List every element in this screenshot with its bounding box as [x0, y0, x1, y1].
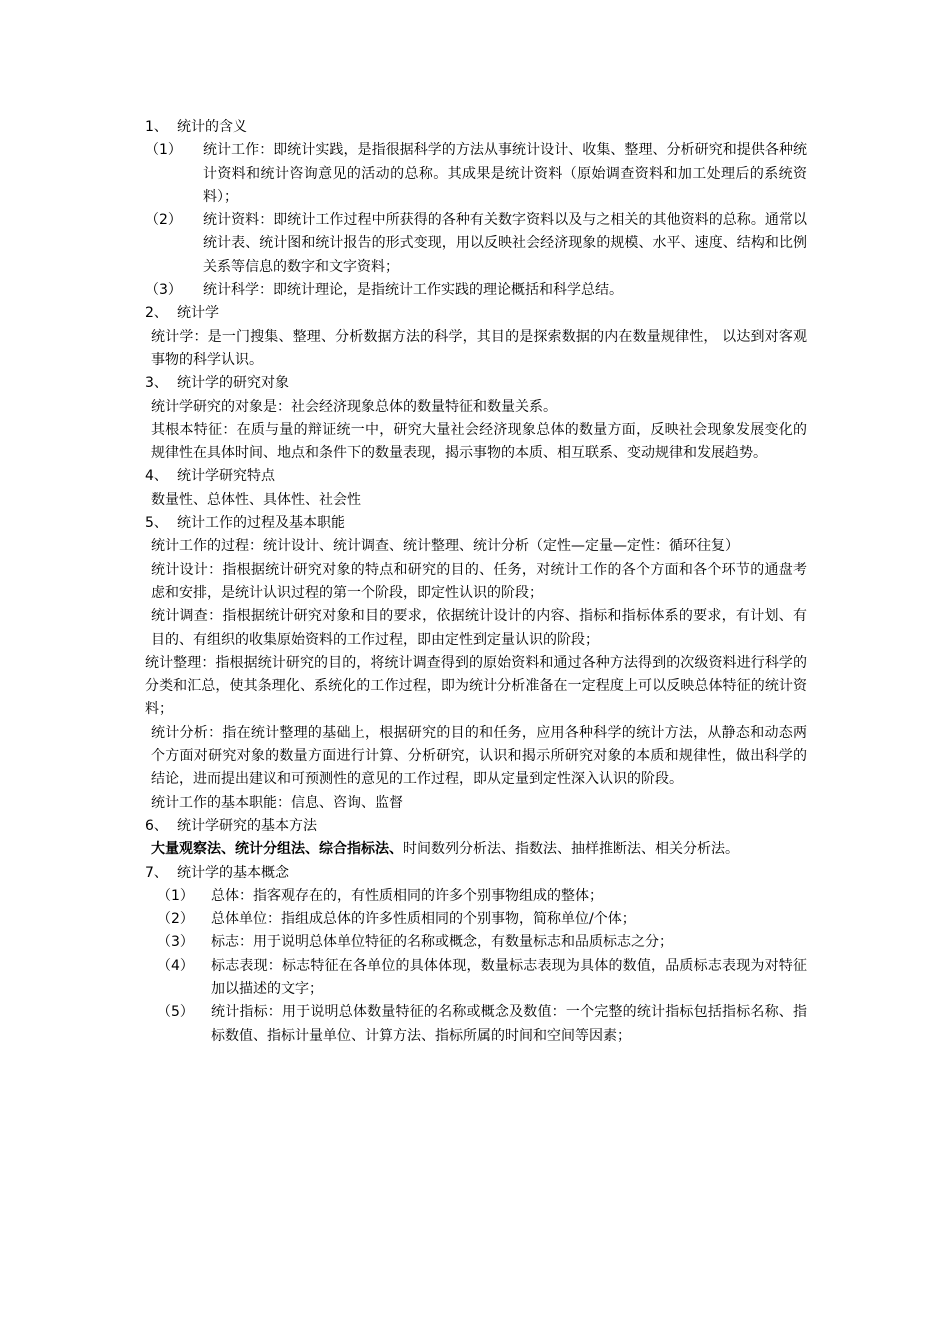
paragraph: 统计调查：指根据统计研究对象和目的要求，依据统计设计的内容、指标和指标体系的要求，有计划、有目的、有组织的收集原始资料的工作过程，即由定性到定量认识的阶段； — [151, 608, 807, 648]
section-heading-6 — [145, 815, 807, 838]
section-number: 7、 — [145, 864, 168, 881]
section-number: 2、 — [145, 305, 168, 322]
item-text: 统计资料：即统计工作过程中所获得的各种有关数字资料以及与之相关的其他资料的总称。通常以统计表、统计图和统计报告的形式变现，用以反映社会经济现象的规模、水平、速度、结构和比例关系等信息的数字和文字资料； — [203, 212, 807, 275]
other-methods: 时间数列分析法、指数法、抽样推断法、相关分析法。 — [403, 841, 739, 858]
section-number: 4、 — [145, 468, 168, 485]
section-title: 统计学研究特点 — [177, 468, 275, 485]
section-heading-2 — [145, 302, 807, 325]
document-body — [145, 116, 807, 1048]
section-number: 5、 — [145, 515, 168, 532]
section-title: 统计学的基本概念 — [177, 864, 289, 881]
section-number: 3、 — [145, 375, 168, 392]
paragraph: 统计工作的过程：统计设计、统计调查、统计整理、统计分析（定性—定量—定性：循环往复） — [151, 538, 739, 555]
list-item — [145, 1001, 807, 1048]
paragraph: 统计工作的基本职能：信息、咨询、监督 — [151, 794, 403, 811]
bold-methods: 大量观察法、统计分组法、综合指标法、 — [151, 841, 403, 858]
list-item — [145, 139, 807, 209]
section-number: 1、 — [145, 119, 168, 135]
list-item — [145, 955, 807, 1002]
paragraph: 统计学研究的对象是：社会经济现象总体的数量特征和数量关系。 — [151, 398, 557, 415]
paragraph: 统计分析：指在统计整理的基础上，根据研究的目的和任务，应用各种科学的统计方法，从静态和动态两个方面对研究对象的数量方面进行计算、分析研究，认识和揭示所研究对象的本质和规律性，做出科学的结论，进而提出建议和可预测性的意见的工作过程，即从定量到定性深入认识的阶段。 — [151, 724, 807, 788]
item-text: 统计工作：即统计实践，是指很据科学的方法从事统计设计、收集、整理、分析研究和提供各种统计资料和统计咨询意见的活动的总称。其成果是统计资料（原始调查资料和加工处理后的系统资料）； — [203, 142, 807, 205]
item-label: （4） — [157, 957, 194, 974]
section-heading-4 — [145, 465, 807, 488]
section-title: 统计的含义 — [177, 119, 247, 135]
paragraph: 统计整理：指根据统计研究的目的，将统计调查得到的原始资料和通过各种方法得到的次级资料进行科学的分类和汇总，使其条理化、系统化的工作过程，即为统计分析准备在一定程度上可以反映总体特征的统计资料； — [145, 654, 807, 718]
list-item — [145, 279, 807, 302]
item-label: （3） — [157, 934, 194, 951]
section-title: 统计学研究的基本方法 — [177, 817, 317, 834]
item-label: （1） — [145, 142, 182, 159]
item-text: 标志：用于说明总体单位特征的名称或概念，有数量标志和品质标志之分； — [211, 934, 673, 951]
item-text: 统计科学：即统计理论，是指统计工作实践的理论概括和科学总结。 — [203, 282, 623, 299]
item-label: （5） — [157, 1004, 194, 1021]
paragraph: 数量性、总体性、具体性、社会性 — [151, 491, 361, 508]
paragraph — [145, 838, 807, 861]
list-item — [145, 931, 807, 954]
section-title: 统计工作的过程及基本职能 — [177, 515, 345, 532]
list-item — [145, 885, 807, 908]
item-text: 标志表现：标志特征在各单位的具体体现，数量标志表现为具体的数值，品质标志表现为对特征加以描述的文字； — [211, 957, 807, 997]
item-text: 总体单位：指组成总体的许多性质相同的个别事物，简称单位/个体； — [211, 911, 636, 928]
paragraph: 统计学：是一门搜集、整理、分析数据方法的科学，其目的是探索数据的内在数量规律性， 以达到对客观事物的科学认识。 — [151, 328, 807, 368]
item-label: （3） — [145, 282, 182, 299]
item-label: （2） — [157, 911, 194, 928]
item-text: 统计指标：用于说明总体数量特征的名称或概念及数值：一个完整的统计指标包括指标名称、指标数值、指标计量单位、计算方法、指标所属的时间和空间等因素； — [211, 1004, 807, 1044]
section-heading-7 — [145, 862, 807, 885]
section-title: 统计学 — [177, 305, 219, 322]
item-label: （2） — [145, 212, 182, 229]
section-heading-5 — [145, 512, 807, 535]
list-item — [145, 209, 807, 279]
paragraph: 统计设计：指根据统计研究对象的特点和研究的目的、任务，对统计工作的各个方面和各个环节的通盘考虑和安排，是统计认识过程的第一个阶段，即定性认识的阶段； — [151, 561, 807, 601]
item-label: （1） — [157, 887, 194, 904]
section-number: 6、 — [145, 817, 168, 834]
list-item — [145, 908, 807, 931]
section-title: 统计学的研究对象 — [177, 375, 289, 392]
section-heading-3 — [145, 372, 807, 395]
paragraph: 其根本特征：在质与量的辩证统一中，研究大量社会经济现象总体的数量方面，反映社会现象发展变化的规律性在具体时间、地点和条件下的数量表现，揭示事物的本质、相互联系、变动规律和发展趋势。 — [151, 421, 807, 462]
item-text: 总体：指客观存在的，有性质相同的许多个别事物组成的整体； — [211, 887, 603, 904]
section-heading-1 — [145, 116, 807, 139]
